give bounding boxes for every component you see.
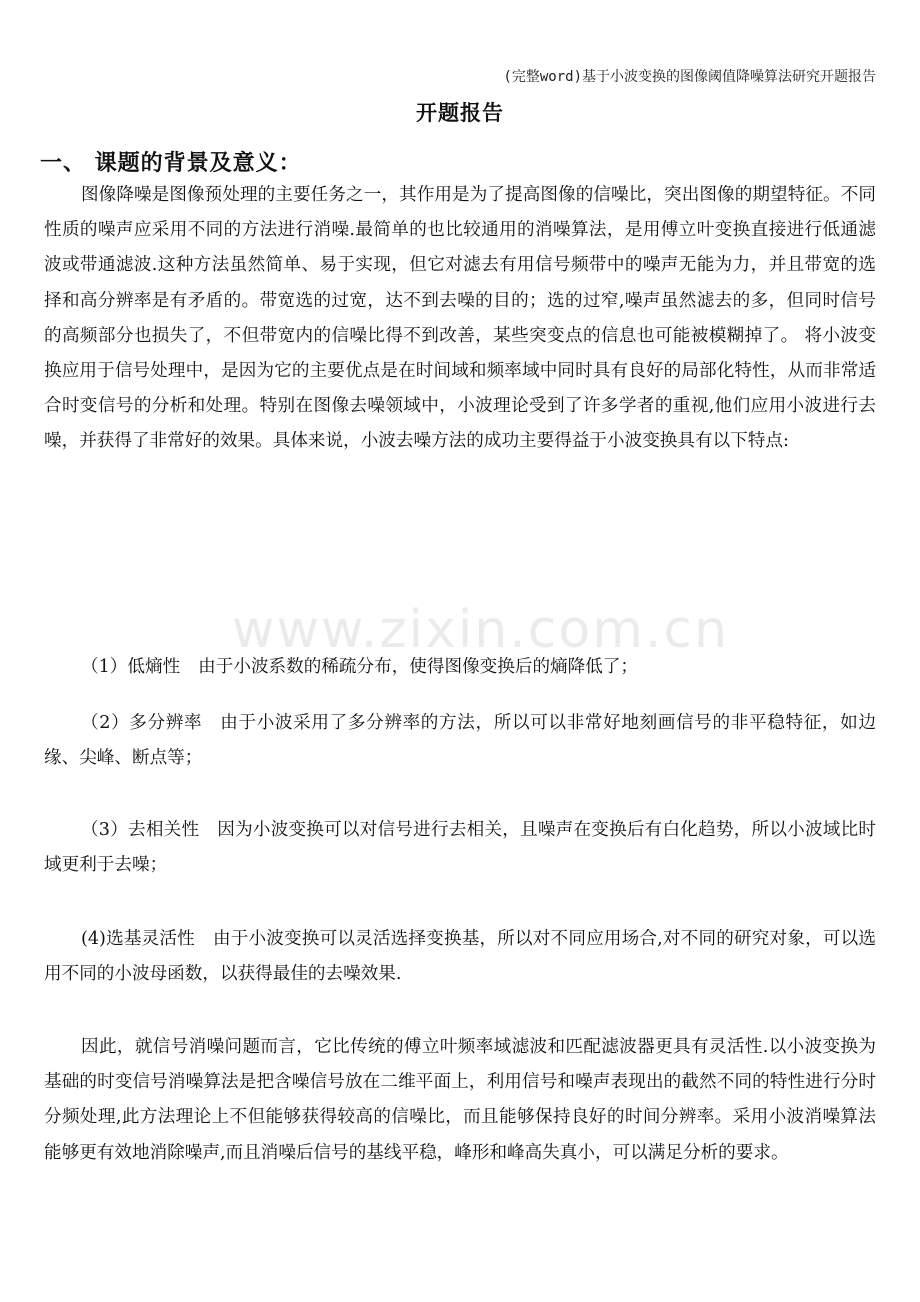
watermark: www.zixin.com.cn (232, 600, 729, 660)
list-item-label: （3）去相关性 (81, 820, 200, 840)
paragraph-background: 图像降噪是图像预处理的主要任务之一，其作用是为了提高图像的信噪比，突出图像的期望特征。不同性质的噪声应采用不同的方法进行消噪.最简单的也比较通用的消噪算法，是用傅立叶变换直接进行低通滤波或带通滤波.这种方法虽然简单、易于实现，但它对滤去有用信号频带中的噪声无能为力，并且带宽的选择和高分辨率是有矛盾的。带宽选的过宽，达不到去噪的目的；选的过窄,噪声虽然滤去的多，但同时信号的高频部分也损失了，不但带宽内的信噪比得不到改善，某些突变点的信息也可能被模糊掉了。 将小波变换应用于信号处理中，是因为它的主要优点是在时间域和频率域中同时具有良好的局部化特性，从而非常适合时变信号的分析和处理。特别在图像去噪领域中，小波理论受到了许多学者的重视,他们应用小波进行去噪，并获得了非常好的效果。具体来说，小波去噪方法的成功主要得益于小波变换具有以下特点: (44, 185, 876, 452)
list-item-text: 由于小波变换可以灵活选择变换基，所以对不同应用场合,对不同的研究对象，可以选用不同的小波母函数，以获得最佳的去噪效果. (44, 929, 876, 985)
section-heading: 一、 课题的背景及意义： (40, 150, 302, 176)
paragraph-conclusion: 因此，就信号消噪问题而言，它比传统的傅立叶频率域滤波和匹配滤波器更具有灵活性.以小波变换为基础的时变信号消噪算法是把含噪信号放在二维平面上，利用信号和噪声表现出的截然不同的特性进行分时分频处理,此方法理论上不但能够获得较高的信噪比，而且能够保持良好的时间分辨率。采用小波消噪算法能够更有效地消除噪声,而且消噪后信号的基线平稳，峰形和峰高失真小，可以满足分析的要求。 (44, 1037, 876, 1163)
list-item-text: 由于小波系数的稀疏分布，使得图像变换后的熵降低了； (198, 657, 639, 677)
list-item-label: (4)选基灵活性 (81, 929, 195, 949)
list-item-label: （1）低熵性 (81, 657, 181, 677)
list-item (44, 650, 876, 685)
list-item-text: 由于小波采用了多分辨率的方法，所以可以非常好地刻画信号的非平稳特征，如边缘、尖峰、断点等； (44, 713, 876, 769)
list-item-text: 因为小波变换可以对信号进行去相关，且噪声在变换后有白化趋势，所以小波域比时域更利于去噪； (44, 820, 876, 876)
list-item (44, 706, 876, 776)
running-header: (完整word)基于小波变换的图像阈值降噪算法研究开题报告 (503, 69, 876, 85)
list-item-label: （2）多分辨率 (81, 713, 203, 733)
list-item (44, 813, 876, 883)
list-item (44, 922, 876, 992)
document-title: 开题报告 (416, 100, 504, 125)
